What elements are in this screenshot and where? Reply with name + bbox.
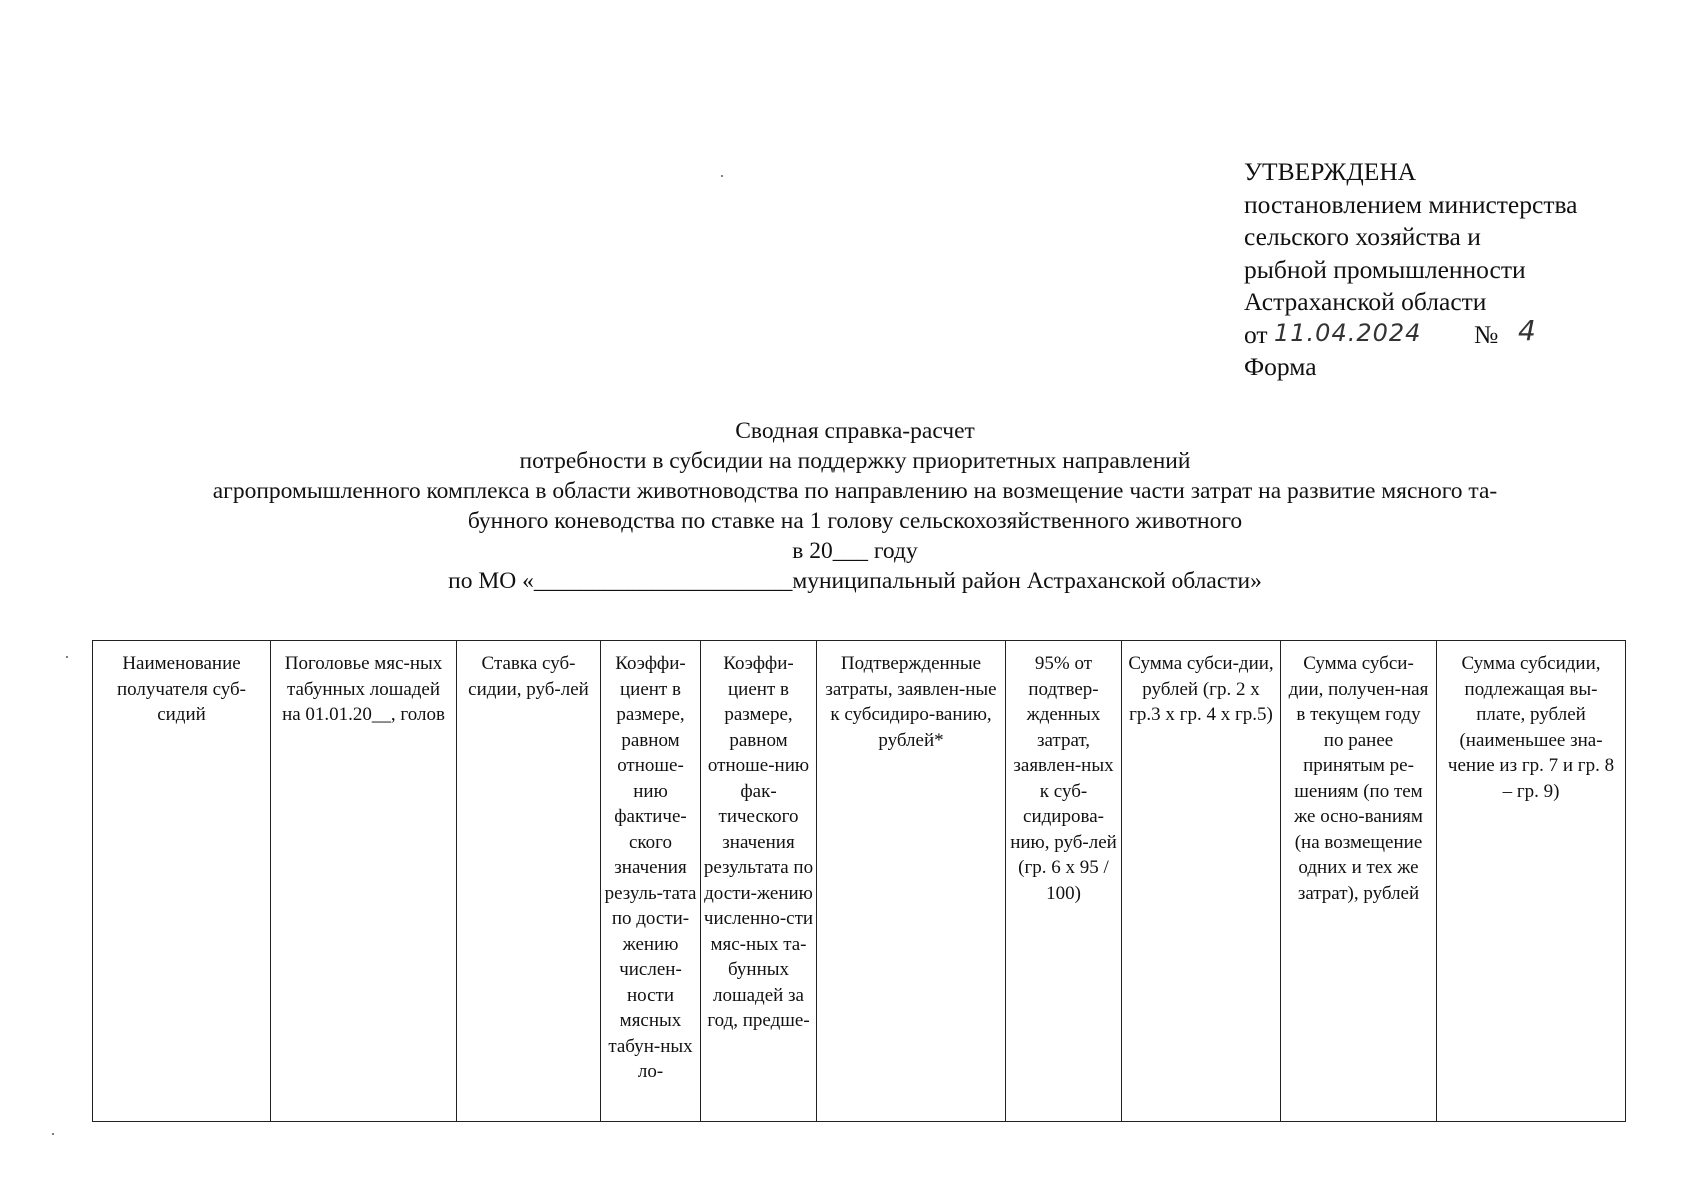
header-cell-95-percent: 95% от подтвер-жденных затрат, заявлен-ных к суб-сидирова-нию, руб-лей (гр. 6 х 95 / 100): [1006, 641, 1122, 1122]
header-cell-recipient: Наименование получателя суб-сидий: [93, 641, 271, 1122]
approval-date-row: [1244, 313, 1664, 352]
scan-speck: [66, 656, 68, 658]
title-line: в 20___ году: [792, 538, 918, 564]
approval-line: рыбной промышленности: [1244, 254, 1526, 284]
number-label: №: [1474, 319, 1499, 349]
header-cell-payable-sum: Сумма субсидии, подлежащая вы-плате, рублей (наименьшее зна-чение из гр. 7 и гр. 8 – гр. 9): [1437, 641, 1626, 1122]
title-line: по МО «______________________муниципальный район Астраханской области»: [448, 568, 1262, 594]
calculation-table-wrap: [92, 640, 1626, 1122]
title-line: агропромышленного комплекса в области животноводства по направлению на возмещение части затрат на развитие мясного та-: [212, 478, 1498, 504]
approval-line: Астраханской области: [1244, 287, 1487, 316]
header-cell-rate: Ставка суб-сидии, руб-лей: [457, 641, 601, 1122]
handwritten-date: 11.04.2024: [1274, 318, 1422, 347]
calculation-table: [92, 640, 1626, 1122]
title-line: Сводная справка-расчет: [735, 418, 975, 444]
title-line: потребности в субсидии на поддержку приоритетных направлений: [519, 448, 1191, 474]
header-cell-received-sum: Сумма субси-дии, получен-ная в текущем году по ранее принятым ре-шениям (по тем же осно-ваниям (на возмещение одних и тех же затрат), рублей: [1281, 641, 1437, 1122]
scan-speck: [721, 175, 723, 177]
header-cell-confirmed-costs: Подтвержденные затраты, заявлен-ные к субсидиро-ванию, рублей*: [817, 641, 1006, 1122]
date-label: от: [1244, 319, 1268, 349]
header-cell-coefficient-1: Коэффи-циент в размере, равном отноше-нию фактиче-ского значения резуль-тата по дости-жению числен-ности мясных табун-ных ло-: [601, 641, 701, 1122]
handwritten-number: 4: [1518, 313, 1537, 347]
header-cell-coefficient-2: Коэффи-циент в размере, равном отноше-нию фак-тического значения результата по дости-жению численно-сти мяс-ных та-бунных лошадей за год, предше-: [701, 641, 817, 1122]
header-cell-subsidy-sum: Сумма субси-дии, рублей (гр. 2 х гр.3 х гр. 4 х гр.5): [1122, 641, 1281, 1122]
document-title: [90, 416, 1620, 596]
form-label: Форма: [1244, 352, 1317, 381]
approval-block: [1244, 156, 1664, 384]
approval-line: постановлением министерства: [1244, 189, 1578, 219]
title-line: бунного коневодства по ставке на 1 голову сельскохозяйственного животного: [467, 508, 1243, 534]
header-cell-livestock: Поголовье мяс-ных табунных лошадей на 01.01.20__, голов: [271, 641, 457, 1122]
scan-speck: [52, 1133, 54, 1135]
approval-line: сельского хозяйства и: [1244, 222, 1481, 251]
approval-title: УТВЕРЖДЕНА: [1244, 157, 1417, 186]
table-header-row: [93, 641, 1626, 1122]
